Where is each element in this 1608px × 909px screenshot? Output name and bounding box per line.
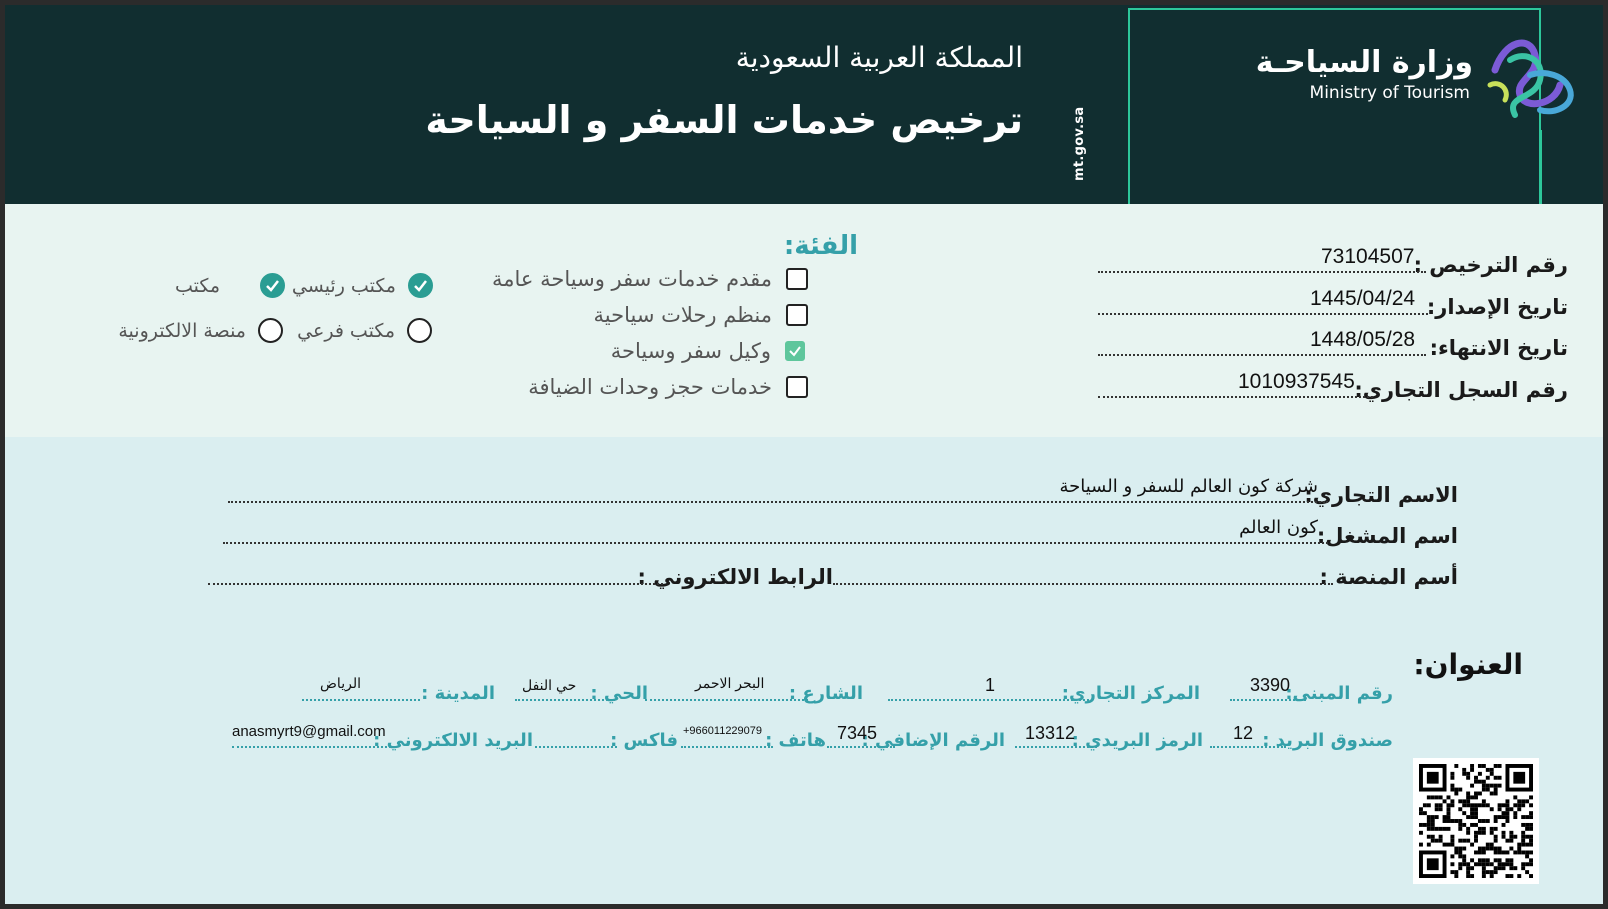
- address-title: العنوان:: [1413, 648, 1523, 681]
- cr-number-label: رقم السجل التجاري:: [1354, 378, 1568, 402]
- option-online-platform[interactable]: [118, 318, 283, 343]
- ministry-logo-icon: [1475, 30, 1585, 125]
- dotted-line: [827, 746, 895, 748]
- category-hospitality-booking[interactable]: [528, 375, 808, 399]
- dotted-line: [302, 699, 420, 701]
- option-label: منصة الالكترونية: [118, 319, 246, 342]
- issue-date-label: تاريخ الإصدار:: [1426, 295, 1568, 319]
- email-value: anasmyrt9@gmail.com: [232, 723, 386, 740]
- expiry-date-label: تاريخ الانتهاء:: [1429, 336, 1568, 360]
- category-general-services[interactable]: [492, 267, 808, 291]
- issue-date-row: [1098, 289, 1568, 319]
- option-label: مكتب: [174, 274, 220, 297]
- checkbox-empty[interactable]: [786, 376, 808, 398]
- building-number-value: 3390: [1250, 675, 1291, 695]
- website-label: mt.gov.sa: [1072, 106, 1087, 181]
- dotted-line: [833, 583, 1333, 585]
- kingdom-name: المملكة العربية السعودية: [735, 41, 1023, 74]
- checkbox-checked[interactable]: [785, 341, 805, 361]
- trade-name-label: الاسم التجاري:: [1304, 483, 1458, 507]
- qr-code-icon: [1419, 764, 1533, 878]
- street-label: الشارع :: [788, 683, 863, 704]
- cr-number-value: 1010937545: [1238, 370, 1355, 393]
- category-travel-agent[interactable]: [611, 339, 805, 363]
- phone-value: +966011229079: [683, 725, 763, 737]
- check-icon: [265, 278, 280, 293]
- cr-number-row: [1098, 372, 1568, 402]
- platform-row: [208, 559, 1458, 589]
- dotted-line: [1210, 746, 1286, 748]
- city-value: الرياض: [320, 675, 361, 691]
- postal-code-value: 13312: [1025, 723, 1076, 743]
- fax-label: فاكس :: [610, 730, 678, 751]
- dotted-line: [645, 699, 808, 701]
- check-icon: [413, 278, 428, 293]
- option-label: مكتب فرعي: [297, 319, 395, 342]
- category-label: وكيل سفر وسياحة: [610, 339, 771, 363]
- dotted-line: [232, 746, 395, 748]
- option-branch-office[interactable]: [297, 318, 432, 343]
- qr-code: [1413, 758, 1539, 884]
- dotted-line: [1098, 354, 1426, 356]
- license-number-label: رقم الترخيص :: [1413, 253, 1568, 277]
- operator-row: [223, 518, 1458, 548]
- dotted-line: [1098, 271, 1426, 273]
- dotted-line: [681, 746, 773, 748]
- operator-label: اسم المشغل:: [1316, 524, 1458, 548]
- category-label: خدمات حجز وحدات الضيافة: [528, 375, 772, 399]
- additional-number-value: 7345: [837, 723, 878, 743]
- dotted-line: [1230, 699, 1306, 701]
- checkbox-empty[interactable]: [786, 268, 808, 290]
- dotted-line: [1098, 313, 1428, 315]
- category-label: منظم رحلات سياحية: [593, 303, 772, 327]
- category-label: مقدم خدمات سفر وسياحة عامة: [492, 267, 772, 291]
- postal-code-label: الرمز البريدي :: [1071, 730, 1203, 751]
- check-icon: [788, 344, 802, 358]
- issue-date-value: 1445/04/24: [1310, 287, 1416, 310]
- trade-name-value: شركة كون العالم للسفر و السياحة: [1059, 476, 1318, 497]
- checkbox-empty[interactable]: [786, 304, 808, 326]
- platform-label: أسم المنصة :: [1319, 565, 1458, 589]
- license-document: [5, 5, 1603, 904]
- dotted-line: [535, 746, 617, 748]
- commercial-center-value: 1: [985, 675, 996, 695]
- trade-name-row: [228, 477, 1458, 507]
- email-label: البريد الالكتروني :: [373, 730, 533, 751]
- option-main-office[interactable]: [292, 273, 433, 298]
- dotted-line: [515, 699, 615, 701]
- expiry-date-row: [1098, 330, 1568, 360]
- option-office[interactable]: [175, 273, 285, 298]
- phone-label: هاتف :: [765, 730, 826, 751]
- dotted-line: [228, 501, 1328, 503]
- ministry-name-arabic: وزارة السياحـة: [1255, 45, 1473, 80]
- dotted-line: [208, 583, 663, 585]
- street-value: البحر الاحمر: [695, 675, 765, 691]
- additional-number-label: الرقم الإضافي :: [861, 730, 1005, 751]
- link-label: الرابط الالكتروني :: [637, 565, 833, 589]
- dotted-line: [888, 699, 1093, 701]
- city-label: المدينة :: [421, 683, 495, 704]
- commercial-center-label: المركز التجاري:: [1061, 683, 1200, 704]
- document-title: ترخيص خدمات السفر و السياحة: [425, 98, 1023, 142]
- radio-checked[interactable]: [260, 273, 285, 298]
- license-number-value: 73104507: [1321, 245, 1415, 268]
- building-number-label: رقم المبنى:: [1285, 683, 1393, 704]
- category-title: الفئة:: [783, 231, 858, 261]
- operator-value: كون العالم: [1239, 517, 1318, 538]
- dotted-line: [1098, 396, 1373, 398]
- district-value: حي النفل: [522, 677, 577, 693]
- dotted-line: [1015, 746, 1097, 748]
- frame-accent-line: [1540, 130, 1542, 204]
- expiry-date-value: 1448/05/28: [1310, 328, 1416, 351]
- po-box-label: صندوق البريد :: [1262, 730, 1393, 751]
- option-label: مكتب رئيسي: [291, 274, 396, 297]
- radio-empty[interactable]: [407, 318, 432, 343]
- dotted-line: [223, 542, 1328, 544]
- radio-checked[interactable]: [408, 273, 433, 298]
- category-tour-organizer[interactable]: [594, 303, 808, 327]
- radio-empty[interactable]: [258, 318, 283, 343]
- district-label: الحي :: [590, 683, 648, 704]
- license-number-row: [1098, 247, 1568, 277]
- po-box-value: 12: [1233, 723, 1254, 743]
- ministry-name-english: Ministry of Tourism: [1309, 83, 1470, 103]
